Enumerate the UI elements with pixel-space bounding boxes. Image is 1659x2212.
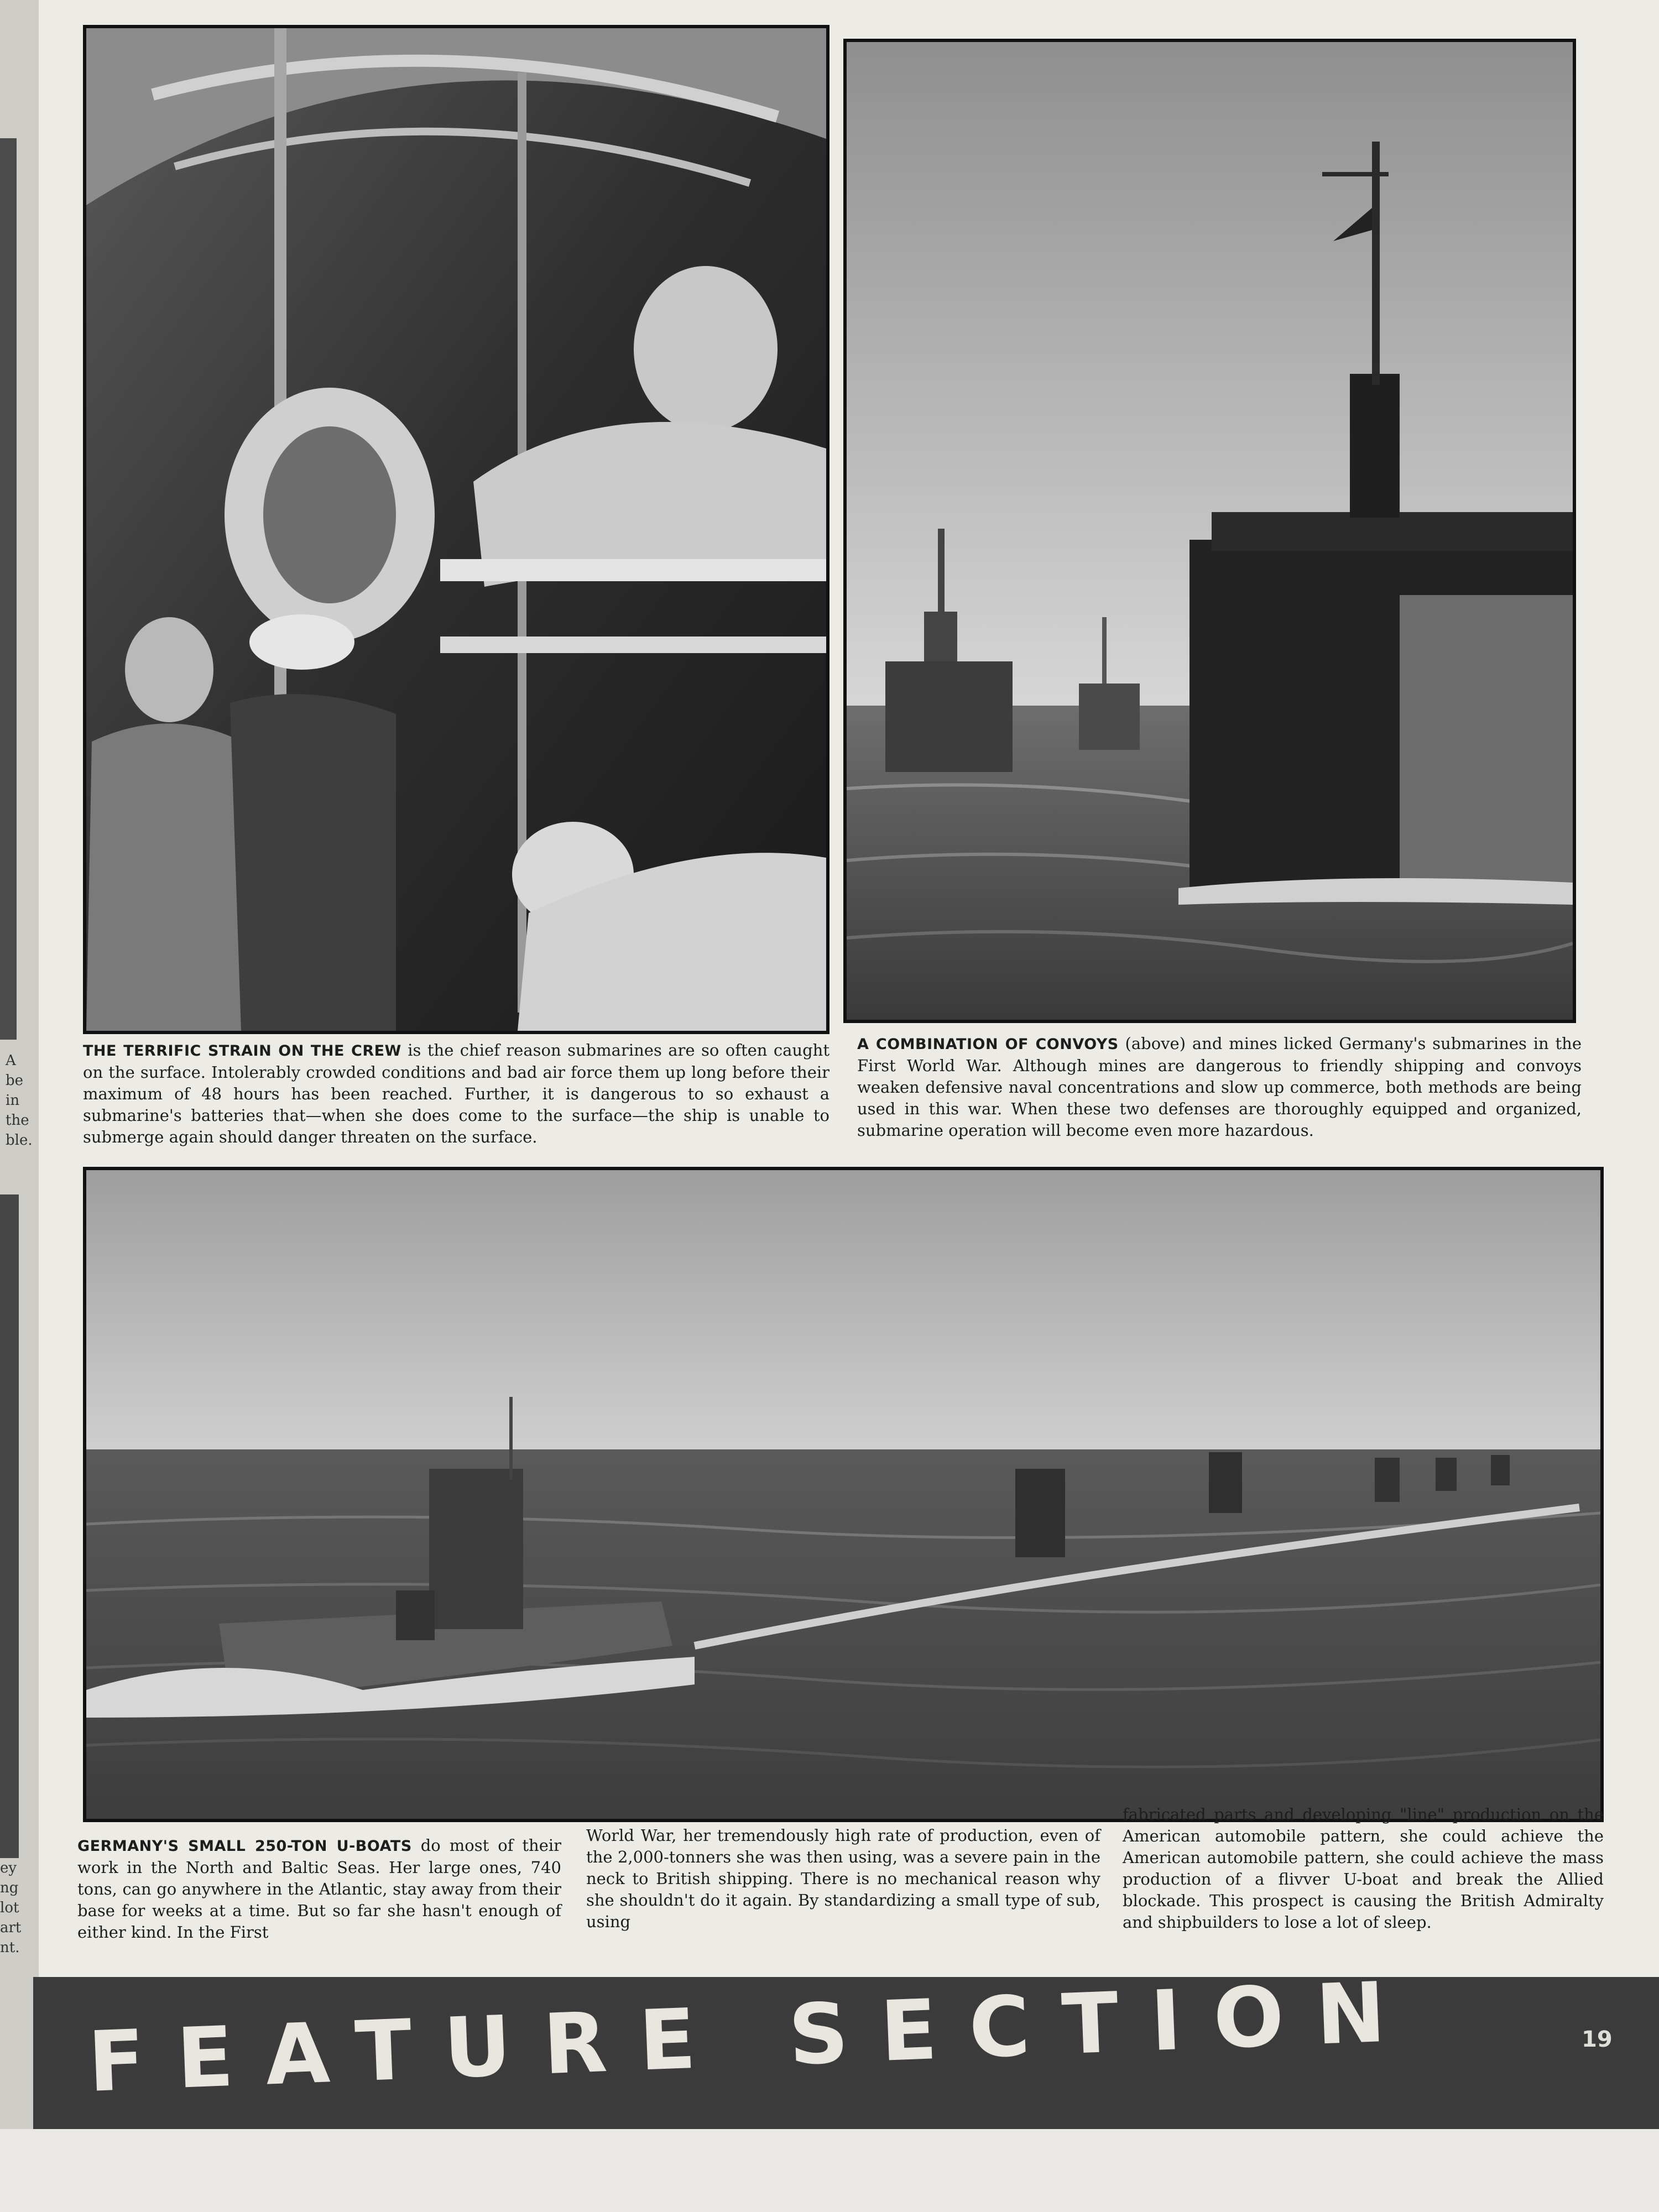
fragment-line: the [6, 1112, 29, 1129]
previous-page-photo-edge [0, 138, 17, 1040]
caption-body: is the chief reason submarines are so often caught on the surface. Intolerably crowded conditions and bad air force them up long before their maximum of 48 hours has been reached. Further, it is dangerous to so exhaust a submarine's batteries that—when she does come to the surface—the ship is unable to submerge again should danger threaten on the surface. [83, 1041, 830, 1146]
u-boats-caption-column-2: World War, her tremendously high rate of production, even of the 2,000-tonners she was then using, was a severe pain in the neck to British shipping. There is no mechanical reason why she shouldn't do it again. By standardizing a small type of sub, using [586, 1826, 1100, 1931]
crew-interior-photo [83, 25, 830, 1034]
fragment-line: be [6, 1072, 24, 1089]
convoy-ships-photo [843, 39, 1576, 1023]
fragment-line: ble. [6, 1132, 33, 1149]
fragment-line: ng [0, 1880, 19, 1896]
previous-page-text-fragment [6, 1051, 33, 1150]
fragment-line: nt. [0, 1939, 20, 1956]
page-number: 19 [1582, 2027, 1613, 2052]
caption-lead: THE TERRIFIC STRAIN ON THE CREW [83, 1042, 401, 1060]
fragment-line: art [0, 1919, 22, 1936]
caption-lead: GERMANY'S SMALL 250-TON U-BOATS [77, 1838, 412, 1855]
fragment-line: A [6, 1052, 16, 1069]
caption-body: (above) and mines licked Germany's submarines in the First World War. Although mines are dangerous to friendly shipping and convoys weaken defensive naval concentrations and slow up commerce, both methods are being used in this war. When these two defenses are thoroughly equipped and organized, submarine operation will become even more hazardous. [857, 1034, 1582, 1140]
fragment-line: lot [0, 1900, 19, 1916]
u-boats-caption-column-3: fabricated parts and developing "line" production on the American automobile pattern, she could achieve the American automobile pattern, she could achieve the mass production of a flivver U-boat and break the Allied blockade. This prospect is causing the British Admiralty and shipbuilders to lose a lot of sleep. [1123, 1805, 1604, 1932]
background-cloth [0, 2129, 1659, 2212]
previous-page-photo-edge-lower [0, 1194, 19, 1858]
fragment-line: in [6, 1092, 20, 1109]
caption-lead: A COMBINATION OF CONVOYS [857, 1036, 1119, 1053]
u-boats-at-sea-photo [83, 1167, 1604, 1822]
crew-photo-caption [83, 1040, 830, 1148]
section-title: FEATURE SECTION [86, 1963, 1420, 2111]
caption-body: do most of their work in the North and Baltic Seas. Her large ones, 740 tons, can go anywhere in the Atlantic, stay away from their base for weeks at a time. But so far she hasn't enough of either kind. In the First [77, 1836, 561, 1942]
convoy-photo-caption [857, 1033, 1582, 1141]
previous-page-text-fragment-lower [0, 1858, 22, 1958]
u-boats-caption-column-1 [77, 1835, 561, 1943]
fragment-line: ey [0, 1860, 17, 1876]
